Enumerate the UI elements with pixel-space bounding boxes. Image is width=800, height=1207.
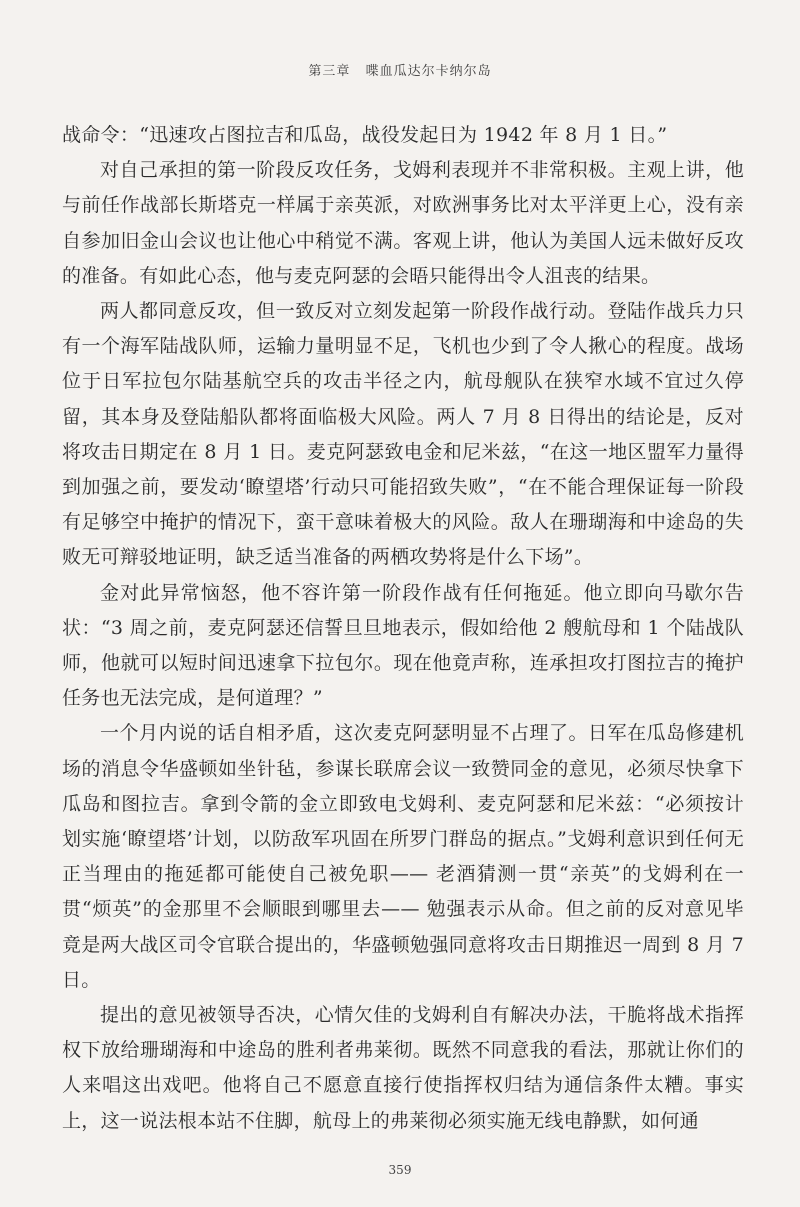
page-number: 359	[388, 1163, 412, 1177]
running-header	[0, 60, 800, 79]
paragraph: 金对此异常恼怒，他不容许第一阶段作战有任何拖延。他立即向马歇尔告状：“3 周之前，麦克阿瑟还信誓旦旦地表示，假如给他 2 艘航母和 1 个陆战队师，他就可以短时间迅速拿下拉包尔。现在他竟声称，连承担攻打图拉吉的掩护任务也无法完成，是何道理？”	[62, 581, 744, 710]
chapter-number: 第三章	[308, 64, 351, 79]
chapter-title: 喋血瓜达尔卡纳尔岛	[365, 64, 492, 79]
paragraph: 对自己承担的第一阶段反攻任务，戈姆利表现并不非常积极。主观上讲，他与前任作战部长斯塔克一样属于亲英派，对欧洲事务比对太平洋更上心，没有亲自参加旧金山会议也让他心中稍觉不满。客观上讲，他认为美国人远未做好反攻的准备。有如此心态，他与麦克阿瑟的会晤只能得出令人沮丧的结果。	[62, 159, 744, 287]
paragraph: 提出的意见被领导否决，心情欠佳的戈姆利自有解决办法，干脆将战术指挥权下放给珊瑚海和中途岛的胜利者弗莱彻。既然不同意我的看法，那就让你们的人来唱这出戏吧。他将自己不愿意直接行使指挥权归结为通信条件太糟。事实上，这一说法根本站不住脚，航母上的弗莱彻必须实施无线电静默，如何通	[62, 1004, 744, 1132]
paragraph-continued: 战命令：“迅速攻占图拉吉和瓜岛，战役发起日为 1942 年 8 月 1 日。”	[62, 124, 668, 146]
paragraph: 一个月内说的话自相矛盾，这次麦克阿瑟明显不占理了。日军在瓜岛修建机场的消息令华盛顿如坐针毡，参谋长联席会议一致赞同金的意见，必须尽快拿下瓜岛和图拉吉。拿到令箭的金立即致电戈姆利、麦克阿瑟和尼米兹：“必须按计划实施‘瞭望塔’计划，以防敌军巩固在所罗门群岛的据点。”戈姆利意识到任何无正当理由的拖延都可能使自己被免职—— 老酒猜测一贯“亲英”的戈姆利在一贯“烦英”的金那里不会顺眼到哪里去—— 勉强表示从命。但之前的反对意见毕竟是两大战区司令官联合提出的，华盛顿勉强同意将攻击日期推迟一周到 8 月 7 日。	[62, 722, 744, 991]
paragraph: 两人都同意反攻，但一致反对立刻发起第一阶段作战行动。登陆作战兵力只有一个海军陆战队师，运输力量明显不足，飞机也少到了令人揪心的程度。战场位于日军拉包尔陆基航空兵的攻击半径之内，航母舰队在狭窄水域不宜过久停留，其本身及登陆船队都将面临极大风险。两人 7 月 8 日得出的结论是，反对将攻击日期定在 8 月 1 日。麦克阿瑟致电金和尼米兹，“在这一地区盟军力量得到加强之前，要发动‘瞭望塔’行动只可能招致失败”，“在不能合理保证每一阶段有足够空中掩护的情况下，蛮干意味着极大的风险。敌人在珊瑚海和中途岛的失败无可辩驳地证明，缺乏适当准备的两栖攻势将是什么下场”。	[62, 300, 744, 569]
body-text	[62, 118, 744, 1139]
